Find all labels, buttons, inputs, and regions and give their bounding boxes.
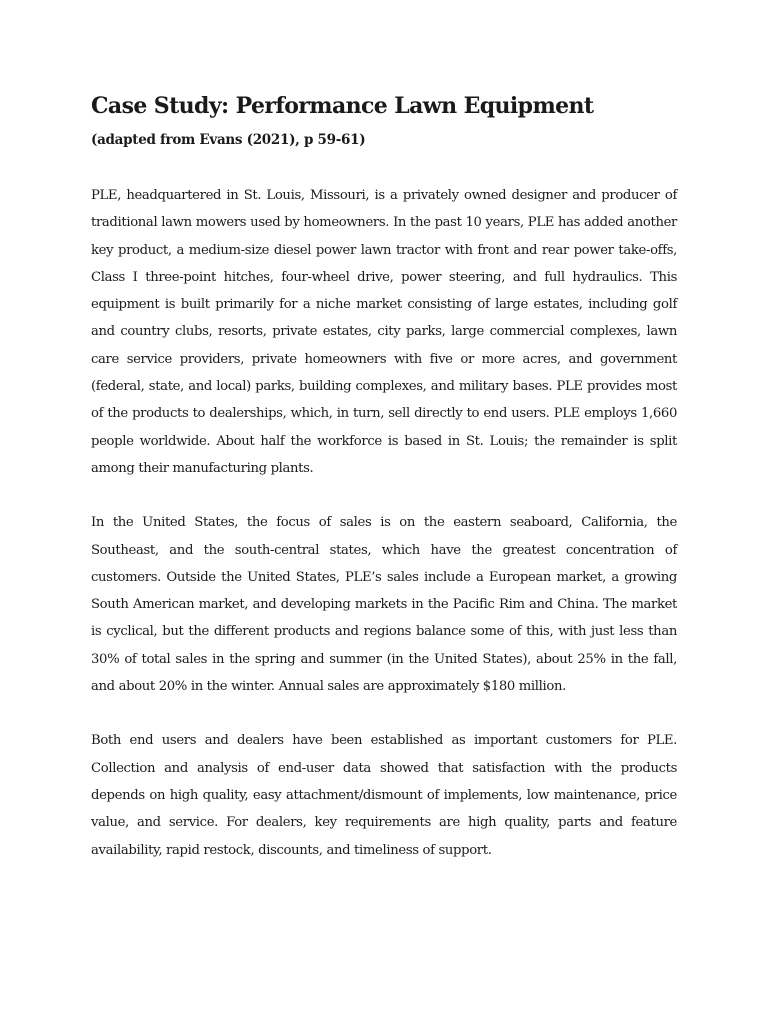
document-subtitle: (adapted from Evans (2021), p 59-61) bbox=[91, 132, 366, 148]
paragraph-sales-markets: In the United States, the focus of sales is on the eastern seaboard, California, the Southeast, and the south-central states, which have the greatest concentration of customers. Outside the United States, PLE’s sales include a European market, a growing South American market, and developing markets in the Pacific Rim and China. The market is cyclical, but the different products and regions balance some of this, with just less than 30% of total sales in the spring and summer (in the United States), about 25% in the fall, and about 20% in the winter. Annual sales are approximately $180 million. bbox=[91, 515, 677, 695]
document-title: Case Study: Performance Lawn Equipment bbox=[91, 93, 594, 119]
document-page bbox=[91, 86, 677, 864]
paragraph-customers: Both end users and dealers have been established as important customers for PLE. Collection and analysis of end-user data showed that satisfaction with the products depends on high quality, easy attachment/dismount of implements, low maintenance, price value, and service. For dealers, key requirements are high quality, parts and feature availability, rapid restock, discounts, and timeliness of support. bbox=[91, 733, 677, 858]
paragraph-company-overview: PLE, headquartered in St. Louis, Missouri, is a privately owned designer and producer of traditional lawn mowers used by homeowners. In the past 10 years, PLE has added another key product, a medium-size diesel power lawn tractor with front and rear power take-offs, Class I three-point hitches, four-wheel drive, power steering, and full hydraulics. This equipment is built primarily for a niche market consisting of large estates, including golf and country clubs, resorts, private estates, city parks, large commercial complexes, lawn care service providers, private homeowners with five or more acres, and government (federal, state, and local) parks, building complexes, and military bases. PLE provides most of the products to dealerships, which, in turn, sell directly to end users. PLE employs 1,660 people worldwide. About half the workforce is based in St. Louis; the remainder is split among their manufacturing plants. bbox=[91, 188, 677, 476]
